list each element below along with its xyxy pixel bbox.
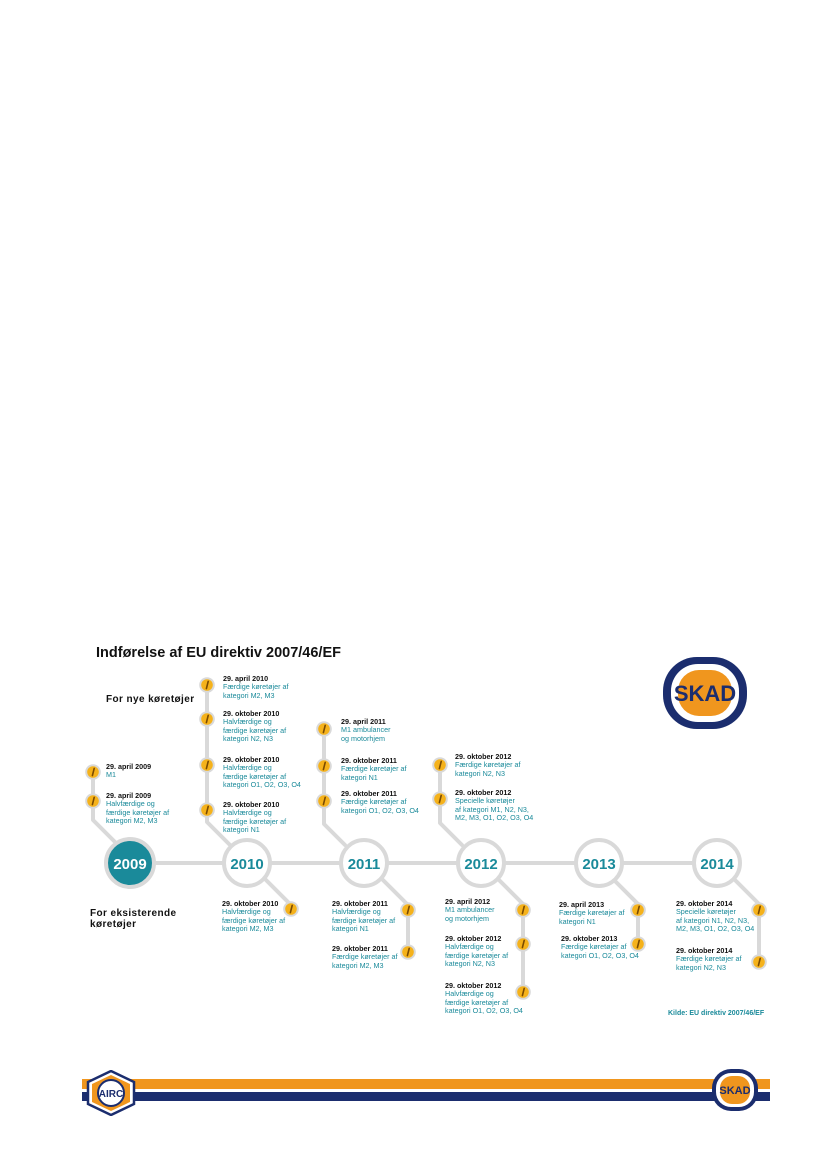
page-title: Indførelse af EU direktiv 2007/46/EF xyxy=(96,645,341,661)
year-2013 xyxy=(576,840,622,886)
year-2010 xyxy=(224,840,270,886)
event-top-8: 29. oktober 2011 Færdige køretøjer af kategori O1, O2, O3, O4 xyxy=(341,789,419,815)
info-icon xyxy=(433,792,447,806)
info-icon xyxy=(200,803,214,817)
info-icon xyxy=(516,937,530,951)
info-icon xyxy=(200,712,214,726)
airc-logo xyxy=(86,1070,136,1116)
event-top-4: 29. oktober 2010 Halvfærdige og færdige køretøjer af kategori O1, O2, O3, O4 xyxy=(223,755,301,790)
footer-skad-logo xyxy=(711,1068,759,1112)
info-icon xyxy=(317,794,331,808)
svg-text:2011: 2011 xyxy=(347,856,381,873)
event-top-1: 29. april 2009 Halvfærdige og færdige køretøjer af kategori M2, M3 xyxy=(106,791,170,826)
event-bottom-2: 29. oktober 2011 Færdige køretøjer af kategori M2, M3 xyxy=(332,944,398,970)
footer-skad-logo-text: SKAD xyxy=(719,1085,751,1097)
info-icon xyxy=(200,758,214,772)
footer-navy-stripe xyxy=(112,1092,722,1101)
info-icon xyxy=(317,759,331,773)
event-bottom-3: 29. april 2012 M1 ambulancer og motorhjem xyxy=(445,897,495,923)
info-icon xyxy=(401,903,415,917)
info-icon xyxy=(433,758,447,772)
footer-bar xyxy=(82,1076,770,1116)
svg-text:2009: 2009 xyxy=(113,856,147,873)
footer-orange-stripe xyxy=(112,1079,722,1089)
section-existing-vehicles: For eksisterende køretøjer xyxy=(90,908,177,930)
info-icon xyxy=(86,794,100,808)
info-icon xyxy=(317,722,331,736)
year-2012 xyxy=(458,840,504,886)
svg-text:2010: 2010 xyxy=(230,856,264,873)
event-top-2: 29. april 2010 Færdige køretøjer af kategori M2, M3 xyxy=(223,674,289,700)
source-note: Kilde: EU direktiv 2007/46/EF xyxy=(668,1010,765,1017)
event-bottom-9: 29. oktober 2014 Færdige køretøjer af kategori N2, N3 xyxy=(676,946,742,972)
airc-logo-text: AIRC xyxy=(98,1089,124,1100)
info-icon xyxy=(401,945,415,959)
info-icon xyxy=(752,955,766,969)
info-icon xyxy=(631,903,645,917)
year-2009 xyxy=(106,839,154,887)
event-top-7: 29. oktober 2011 Færdige køretøjer af kategori N1 xyxy=(341,756,407,782)
event-top-9: 29. oktober 2012 Færdige køretøjer af kategori N2, N3 xyxy=(455,752,521,778)
section-new-vehicles: For nye køretøjer xyxy=(106,694,195,705)
skad-logo-text: SKAD xyxy=(673,681,737,706)
event-top-6: 29. april 2011 M1 ambulancer og motorhjem xyxy=(341,717,391,743)
info-icon xyxy=(200,678,214,692)
event-top-10: 29. oktober 2012 Specielle køretøjer af kategori M1, N2, N3, M2, M3, O1, O2, O3, O4 xyxy=(455,788,534,823)
svg-text:2012: 2012 xyxy=(464,856,498,873)
info-icon xyxy=(284,902,298,916)
event-bottom-4: 29. oktober 2012 Halvfærdige og færdige køretøjer af kategori N2, N3 xyxy=(445,934,509,969)
event-bottom-5: 29. oktober 2012 Halvfærdige og færdige køretøjer af kategori O1, O2, O3, O4 xyxy=(445,981,523,1016)
event-bottom-1: 29. oktober 2011 Halvfærdige og færdige køretøjer af kategori N1 xyxy=(332,899,396,934)
event-bottom-0: 29. oktober 2010 Halvfærdige og færdige køretøjer af kategori M2, M3 xyxy=(222,899,286,934)
year-2014 xyxy=(694,840,740,886)
event-top-0: 29. april 2009 M1 xyxy=(106,762,152,780)
svg-text:2014: 2014 xyxy=(700,856,734,873)
svg-text:2013: 2013 xyxy=(582,856,616,873)
year-2011 xyxy=(341,840,387,886)
info-icons xyxy=(86,678,766,999)
info-icon xyxy=(86,765,100,779)
event-top-3: 29. oktober 2010 Halvfærdige og færdige køretøjer af kategori N2, N3 xyxy=(223,709,287,744)
info-icon xyxy=(516,903,530,917)
event-top-5: 29. oktober 2010 Halvfærdige og færdige køretøjer af kategori N1 xyxy=(223,800,287,835)
event-bottom-7: 29. oktober 2013 Færdige køretøjer af kategori O1, O2, O3, O4 xyxy=(561,934,639,960)
timeline-lines xyxy=(93,685,759,994)
event-bottom-8: 29. oktober 2014 Specielle køretøjer af kategori N1, N2, N3, M2, M3, O1, O2, O3, O4 xyxy=(676,899,755,934)
branch-2011-top xyxy=(324,727,345,845)
event-bottom-6: 29. april 2013 Færdige køretøjer af kategori N1 xyxy=(559,900,625,926)
